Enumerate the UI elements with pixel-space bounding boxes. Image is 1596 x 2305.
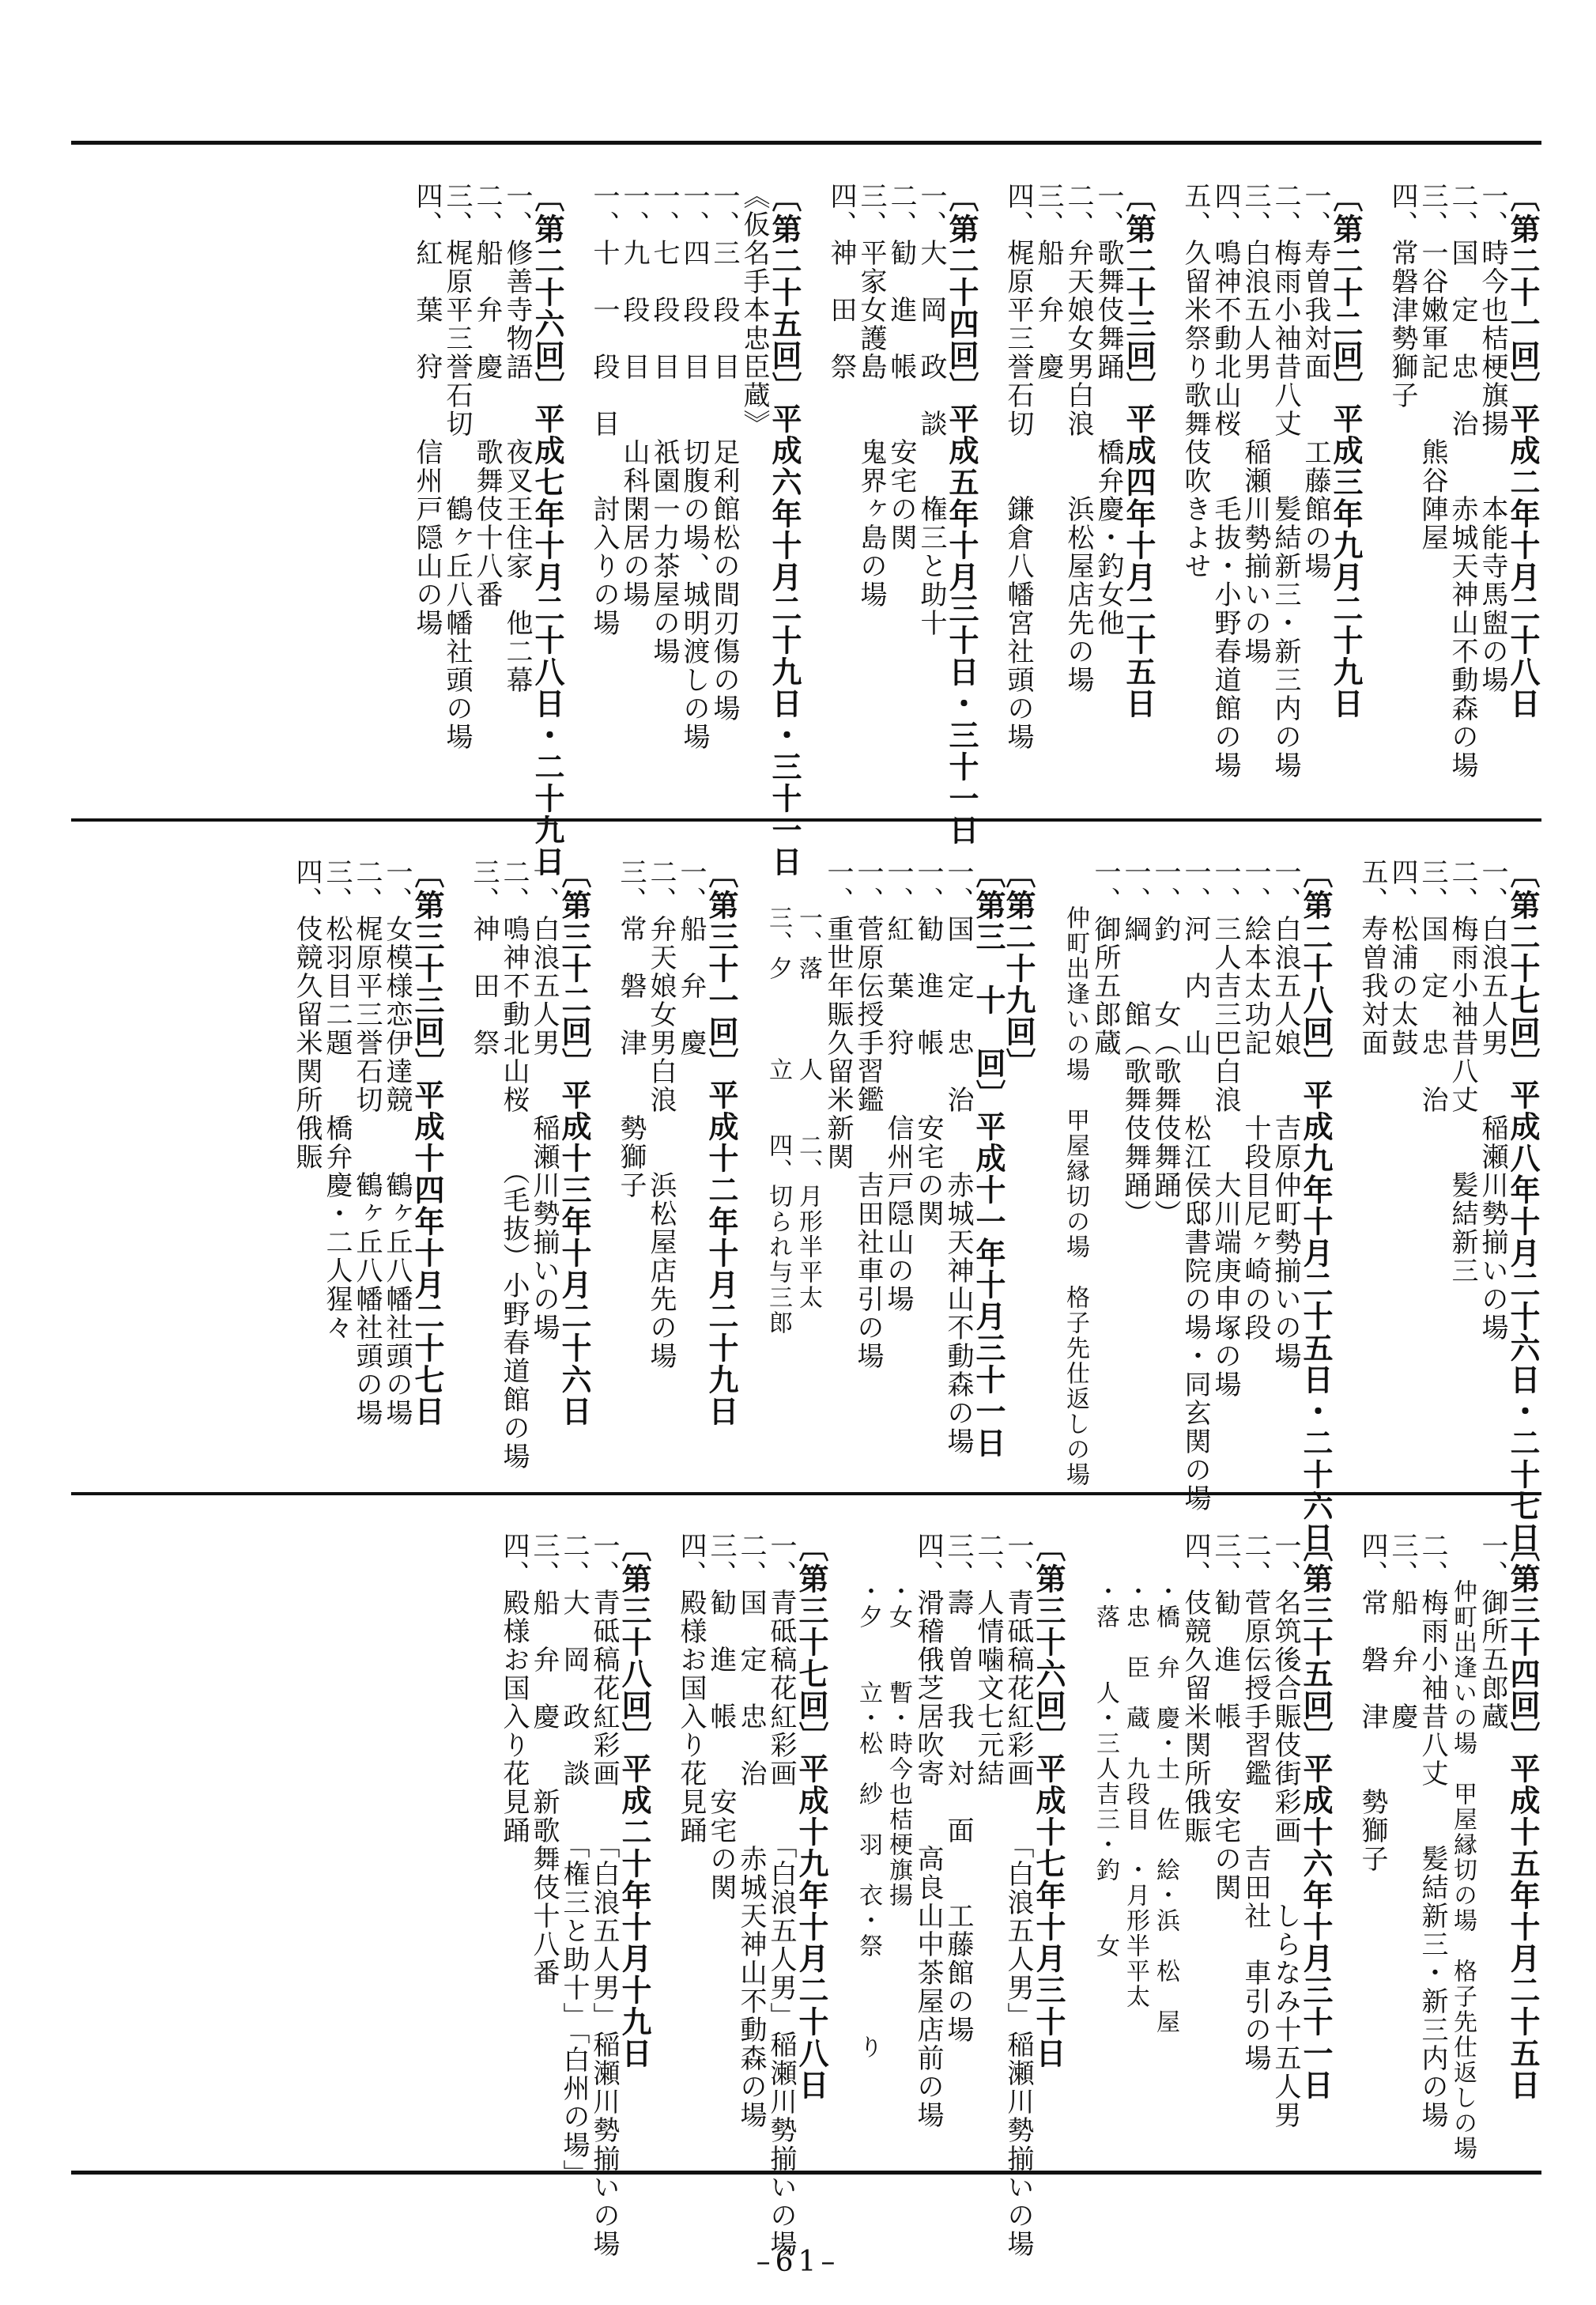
performance-heading: 〔第三十三回〕平成十四年十月二十七日 [409,858,445,1427]
program-item: 一、絵本太功記 十段目尼ヶ崎の段 [1239,858,1271,1342]
program-item: 三、船 弁 慶 [1387,1532,1418,1731]
program-item: 一、青砥稿花紅彩画 「白浪五人男」稲瀬川勢揃いの場 [765,1532,797,2258]
program-item: 一、菅原伝授手習鑑 吉田社車引の場 [852,858,884,1370]
program-band-1 [71,182,1541,878]
program-item: 三、船 弁 慶 新歌舞伎十八番 [528,1532,560,1987]
program-item: 二、国 定 忠 治 赤城天神山不動森の場 [735,1532,767,2129]
program-item: 三、一谷嫩軍記 熊谷陣屋 [1417,182,1448,552]
program-item: ・落 人・三人吉三・釣 女 [1092,1579,1119,1959]
program-item: 一、白浪五人男 稲瀬川勢揃いの場 [528,858,560,1342]
performance-heading: 〔第三十五回〕平成十六年十月三十一日 [1298,1532,1334,2101]
program-item: ・女 暫・時今也桔梗旗揚 [885,1579,912,1908]
program-item: 一、名筑後合賑伎街彩画 しらなみ十五人男 [1270,1532,1301,2129]
program-item: 三、壽 曽 我 対 面 工藤館の場 [942,1532,974,2044]
performance-heading: 〔第二十一回〕平成二年十月二十八日 [1505,182,1541,720]
program-item: 二、弁天娘女男白浪 浜松屋店先の場 [1062,182,1094,694]
program-item: 四、松浦の太鼓 [1387,858,1418,1057]
program-item: 二、国 定 忠 治 赤城天神山不動森の場 [1447,182,1478,780]
program-item: 一、三人吉三巴白浪 大川端庚申塚の場 [1209,858,1241,1399]
performance-heading: 〔第二十六回〕平成七年十月二十八日・二十九日 [530,182,565,878]
program-item: 一、大 岡 政 談 権三と助十 [915,182,947,637]
program-item: 《仮名手本忠臣蔵》 [738,182,770,438]
performance-heading: 〔第三十八回〕平成二十年十月十九日 [617,1532,652,2069]
program-band-3 [71,1532,1541,2258]
program-item: 一、国 定 忠 治 赤城天神山不動森の場 [942,858,974,1456]
program-item: 三、常 磐 津 勢獅子 [615,858,647,1200]
program-item: 一、寿曽我対面 工藤館の場 [1300,182,1331,580]
program-item: 二、菅原伝授手習鑑 吉田社 車引の場 [1239,1532,1271,2073]
program-item: 一、修善寺物語 夜叉王住家 他二幕 [501,182,533,694]
program-item: 二、大 岡 政 談 「権三と助十」「白州の場」 [558,1532,590,2188]
program-item: 三、勧 進 帳 安宅の関 [1209,1532,1241,1902]
program-item: 一、七 段 目 祇園一力茶屋の場 [648,182,680,666]
program-item: 一、白浪五人娘 吉原仲町勢揃いの場 [1270,858,1301,1370]
program-item: 二、梶原平三誉石切 鶴ヶ丘八幡社頭の場 [351,858,383,1427]
program-item: 二、弁天娘女男白浪 浜松屋店先の場 [645,858,677,1370]
program-item: 二、梅雨小袖昔八丈 髪結新三 [1447,858,1478,1285]
program-item: 二、人情噛文七元結 [972,1532,1004,1788]
program-item: 四、伎競久留米関所俄賑 [291,858,323,1171]
program-item: 四、滑稽俄芝居吹寄 高良山中茶屋店前の場 [912,1532,944,2129]
program-item: 一、白浪五人男 稲瀬川勢揃いの場 [1477,858,1508,1342]
program-item: 四、殿様お国入り花見踊 [498,1532,530,1845]
program-item: 一、御所五郎蔵 [1477,1532,1508,1731]
program-item: 一、落 人 二、月形半平太 [794,905,822,1310]
program-item: 一、十 一 段 目 討入りの場 [588,182,620,637]
program-item: ・夕 立・松 紗 羽 衣・祭 り [855,1579,882,2060]
program-item: 三、国 定 忠 治 [1417,858,1448,1114]
top-rule [71,141,1541,145]
program-item: 四、常磐津勢獅子 [1387,182,1418,410]
performance-heading: 〔第二十四回〕平成五年十月三十日・三十一日 [944,182,979,846]
program-item: 五、久留米祭り歌舞伎吹きよせ [1179,182,1211,580]
program-item: 四、殿様お国入り花見踊 [675,1532,707,1845]
program-item: 二、梅雨小袖昔八丈 髪結新三・新三内の場 [1270,182,1301,780]
program-item: 一、九 段 目 山科閑居の場 [618,182,650,609]
band-3-columns [71,1532,1541,2258]
program-item: 一、重世年賑久留米新関 [822,858,854,1171]
performance-heading: 〔第二十九回〕 [1001,858,1036,1079]
program-item: 三、白浪五人男 稲瀬川勢揃いの場 [1239,182,1271,666]
program-item: 一、河 内 山 松江侯邸書院の場・同玄関の場 [1179,858,1211,1513]
program-item: 三、平家女護島 鬼界ヶ島の場 [855,182,887,609]
program-item: 四、紅 葉 狩 信州戸隠山の場 [411,182,443,637]
program-item: 仲町出逢いの場 甲屋縁切の場 格子先仕返しの場 [1062,905,1089,1487]
program-item: 五、寿曽我対面 [1356,858,1388,1057]
performance-heading: 〔第二十三回〕平成四年十月二十五日 [1121,182,1156,720]
program-item: 四、神 田 祭 [825,182,857,381]
performance-heading: 〔第三十六回〕平成十七年十月三十日 [1031,1532,1066,2069]
program-item: 一、時今也桔梗旗揚 本能寺馬盥の場 [1477,182,1508,694]
program-item: 一、青砥稿花紅彩画 「白浪五人男」稲瀬川勢揃いの場 [588,1532,620,2258]
program-item: 二、梅雨小袖昔八丈 髪結新三・新三内の場 [1417,1532,1448,2129]
program-item: 三、梶原平三誉石切 鶴ヶ丘八幡社頭の場 [441,182,473,751]
performance-heading: 〔第二十二回〕平成三年九月二十九日 [1328,182,1364,720]
program-item: 一、綱 館（歌舞伎舞踊） [1119,858,1151,1228]
program-item: 三、夕 立 四、切られ与三郎 [764,905,792,1336]
program-item: 二、勧 進 帳 安宅の関 [885,182,917,552]
program-item: 一、船 弁 慶 [675,858,707,1057]
program-item: 一、釣 女（歌舞伎舞踊） [1149,858,1181,1228]
program-item: 一、三 段 目 足利館松の間刃傷の場 [708,182,740,723]
band-2-columns [71,858,1541,1554]
program-item: ・忠 臣 蔵 九段目 ・月形半平太 [1122,1579,1149,2009]
program-band-2 [71,858,1541,1554]
band-1-columns [71,182,1541,878]
performance-heading: 〔第三十七回〕平成十九年十月二十八日 [794,1532,829,2101]
band-divider-1 [71,818,1541,822]
performance-heading: 〔第三十四回〕平成十五年十月二十五日 [1505,1532,1541,2101]
program-item: 二、鳴神不動北山桜 （毛抜）小野春道館の場 [498,858,530,1471]
program-item: 三、松羽目二題 橋弁慶・二人猩々 [321,858,353,1342]
program-item: 三、神 田 祭 [468,858,500,1057]
program-item: 四、伎競久留米関所俄賑 [1179,1532,1211,1845]
performance-heading: 〔第三十二回〕平成十三年十月二十六日 [557,858,592,1427]
program-item: 一、勧 進 帳 安宅の関 [912,858,944,1228]
program-item: ・橋 弁 慶・土 佐 絵・浜 松 屋 [1152,1579,1179,2035]
program-item: 仲町出逢いの場 甲屋縁切の場 格子先仕返しの場 [1449,1579,1477,2161]
performance-heading: 〔第二十八回〕平成九年十月二十五日・二十六日 [1298,858,1334,1554]
program-item: 三、勧 進 帳 安宅の関 [705,1532,737,1902]
page-number: –61– [756,2246,840,2278]
bottom-rule [71,2171,1541,2175]
program-item: 一、紅 葉 狩 信州戸隠山の場 [882,858,914,1313]
program-item: 一、歌舞伎舞踊 橋弁慶・釣女他 [1092,182,1124,637]
program-item: 一、女模様恋伊達競 鶴ヶ丘八幡社頭の場 [381,858,413,1427]
program-item: 一、御所五郎蔵 [1089,858,1121,1057]
program-item: 四、梶原平三誉石切 鎌倉八幡宮社頭の場 [1002,182,1034,751]
performance-heading: 〔第三 十 回〕平成十一年十月三十一日 [971,858,1006,1459]
program-item: 四、常 磐 津 勢獅子 [1356,1532,1388,1873]
program-item: 四、鳴神不動北山桜 毛抜・小野春道館の場 [1209,182,1241,780]
program-item: 一、青砥稿花紅彩画 「白浪五人男」稲瀬川勢揃いの場 [1002,1532,1034,2258]
performance-heading: 〔第二十七回〕平成八年十月二十六日・二十七日 [1505,858,1541,1554]
performance-heading: 〔第二十五回〕平成六年十月二十九日・三十一日 [767,182,802,878]
program-item: 一、四 段 目 切腹の場、城明渡しの場 [678,182,710,751]
performance-heading: 〔第三十一回〕平成十二年十月二十九日 [704,858,739,1427]
program-item: 二、船 弁 慶 歌舞伎十八番 [471,182,503,609]
program-item: 三、船 弁 慶 [1032,182,1064,381]
